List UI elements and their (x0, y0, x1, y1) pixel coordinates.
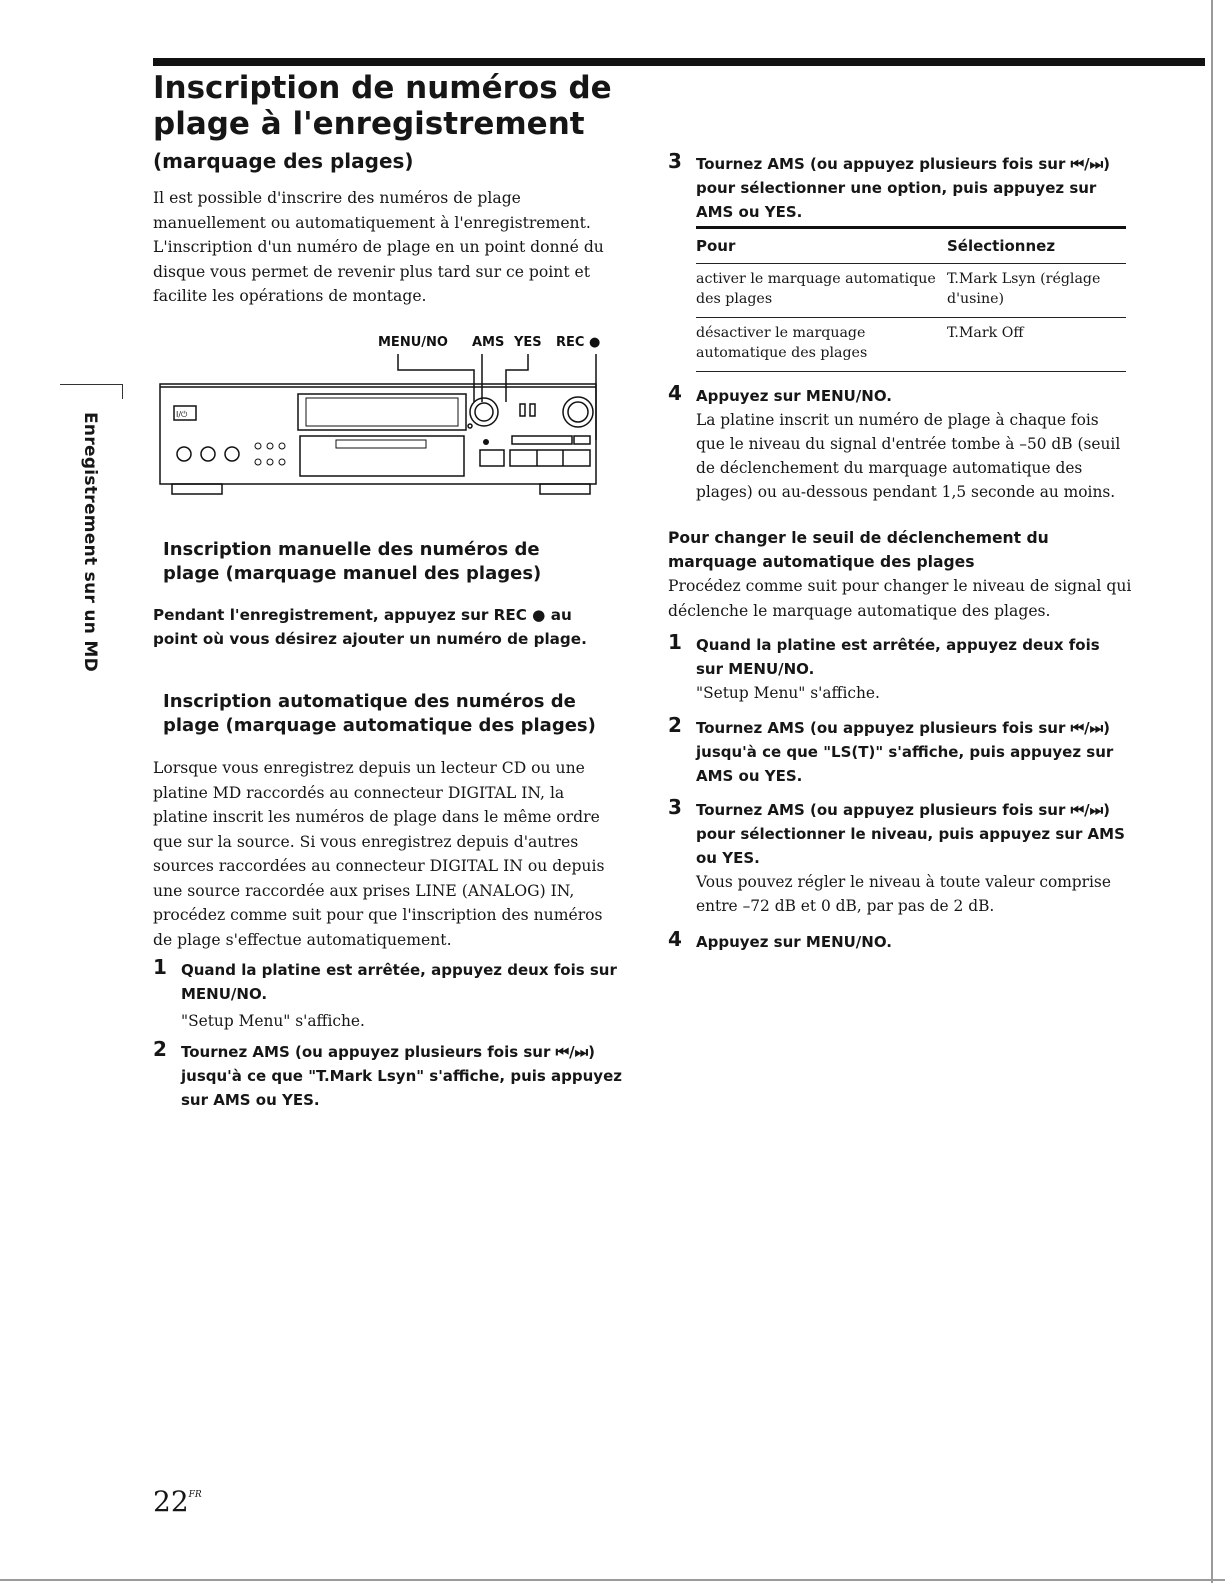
md-deck-drawing (150, 332, 610, 500)
step-text: Quand la platine est arrêtée, appuyez deux fois sur MENU/NO. (181, 961, 617, 1003)
step-number: 1 (668, 630, 682, 654)
threshold-step-3 (668, 795, 1128, 918)
threshold-step-1 (668, 630, 1128, 705)
table-cell: T.Mark Lsyn (réglage d'usine) (947, 271, 1101, 307)
page-edge-right (1211, 0, 1213, 1583)
table-cell: T.Mark Off (947, 325, 1024, 341)
label-menu-no: MENU/NO (378, 335, 448, 350)
option-table (696, 226, 1126, 372)
step-text: Quand la platine est arrêtée, appuyez deux fois sur MENU/NO. (696, 636, 1100, 678)
md-deck-illustration (150, 332, 610, 504)
label-yes: YES (514, 335, 542, 350)
step-number: 4 (668, 927, 682, 951)
step-number: 2 (153, 1037, 167, 1061)
label-rec: REC ● (556, 335, 601, 350)
top-rule (153, 58, 1205, 66)
step-number: 2 (668, 713, 682, 737)
page-title: Inscription de numéros de plage à l'enregistrement (153, 70, 612, 142)
step-text: Tournez AMS (ou appuyez plusieurs fois sur ⏮/⏭) pour sélectionner le niveau, puis appuyez sur AMS ou YES. (696, 801, 1125, 867)
label-ams: AMS (472, 335, 505, 350)
page-subtitle: (marquage des plages) (153, 149, 414, 173)
auto-step-3 (668, 149, 1128, 224)
threshold-step-2 (668, 713, 1128, 788)
table-col-pour: Pour (696, 237, 736, 255)
table-row (696, 264, 1126, 318)
step-text: Tournez AMS (ou appuyez plusieurs fois sur ⏮/⏭) jusqu'à ce que "LS(T)" s'affiche, puis appuyez sur AMS ou YES. (696, 719, 1114, 785)
step-text: Appuyez sur MENU/NO. (696, 933, 892, 951)
table-row (696, 318, 1126, 372)
side-tab-label: Enregistrement sur un MD (80, 412, 100, 673)
step-text: Tournez AMS (ou appuyez plusieurs fois sur ⏮/⏭) jusqu'à ce que "T.Mark Lsyn" s'affiche, puis appuyez sur AMS ou YES. (181, 1043, 622, 1109)
step-body: La platine inscrit un numéro de plage à chaque fois que le niveau du signal d'entrée tombe à –50 dB (seuil de déclenchement du marquage automatique des plages) ou au-dessous pendant 1,5 seconde au moins. (696, 411, 1121, 501)
table-cell: désactiver le marquage automatique des plages (696, 325, 868, 361)
auto-step-1 (153, 955, 623, 1033)
intro-paragraph: Il est possible d'inscrire des numéros de plage manuellement ou automatiquement à l'enregistrement. L'inscription d'un numéro de plage en un point donné du disque vous permet de revenir plus tard sur ce point et facilite les opérations de montage. (153, 189, 604, 305)
threshold-intro: Procédez comme suit pour changer le niveau de signal qui déclenche le marquage automatique des plages. (668, 577, 1132, 620)
power-label: I/⏻ (176, 410, 188, 419)
side-tab-marker (60, 384, 123, 399)
auto-heading: Inscription automatique des numéros de plage (marquage automatique des plages) (163, 691, 596, 736)
auto-step-2 (153, 1037, 623, 1112)
manual-heading: Inscription manuelle des numéros de plage (marquage manuel des plages) (163, 539, 542, 584)
step-body: Vous pouvez régler le niveau à toute valeur comprise entre –72 dB et 0 dB, par pas de 2 dB. (696, 873, 1111, 915)
step-number: 1 (153, 955, 167, 979)
table-cell: activer le marquage automatique des plages (696, 271, 936, 307)
page-number (153, 1485, 202, 1518)
manual-instruction: Pendant l'enregistrement, appuyez sur REC ● au point où vous désirez ajouter un numéro de plage. (153, 606, 587, 648)
step-number: 3 (668, 795, 682, 819)
auto-step-4 (668, 381, 1128, 504)
step-text: Appuyez sur MENU/NO. (696, 387, 892, 405)
page-edge-bottom (0, 1579, 1225, 1581)
step-number: 4 (668, 381, 682, 405)
threshold-heading: Pour changer le seuil de déclenchement du marquage automatique des plages (668, 529, 1049, 571)
step-body: "Setup Menu" s'affiche. (181, 1012, 365, 1030)
auto-body: Lorsque vous enregistrez depuis un lecteur CD ou une platine MD raccordés au connecteur DIGITAL IN, la platine inscrit les numéros de plage dans le même ordre que sur la source. Si vous enregistrez depuis d'autres sources raccordées au connecteur DIGITAL IN ou depuis une source raccordée aux prises LINE (ANALOG) IN, procédez comme suit pour que l'inscription des numéros de plage s'effectue automatiquement. (153, 759, 605, 949)
page-number-suffix: FR (188, 1490, 202, 1500)
step-number: 3 (668, 149, 682, 173)
step-body: "Setup Menu" s'affiche. (696, 684, 880, 702)
table-header (696, 229, 1126, 264)
page-number-value: 22 (153, 1485, 189, 1518)
threshold-step-4 (668, 927, 1128, 954)
table-col-selectionnez: Sélectionnez (947, 237, 1056, 255)
step-text: Tournez AMS (ou appuyez plusieurs fois sur ⏮/⏭) pour sélectionner une option, puis appuyez sur AMS ou YES. (696, 155, 1110, 221)
